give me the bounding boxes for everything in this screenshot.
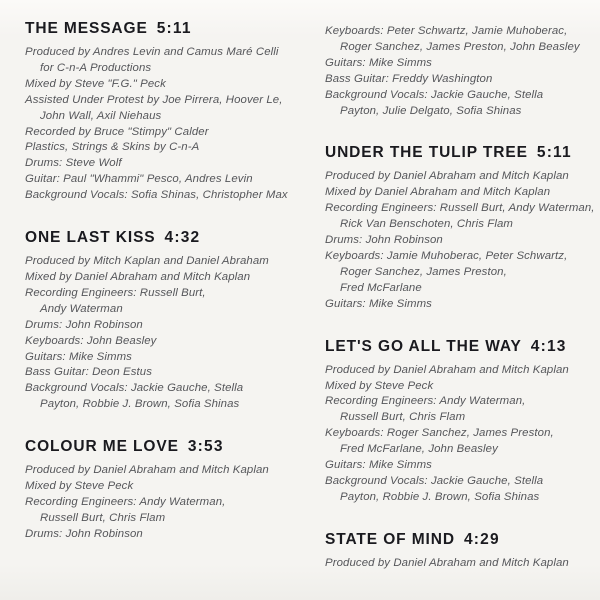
track-name: STATE OF MIND bbox=[325, 530, 455, 548]
credit-line: Guitar: Paul "Whammi" Pesco, Andres Levin bbox=[25, 173, 253, 186]
credit-line: Guitars: Mike Simms bbox=[25, 350, 132, 363]
credit-line: Keyboards: Roger Sanchez, James Preston, bbox=[325, 427, 554, 440]
track-name: LET'S GO ALL THE WAY bbox=[325, 337, 522, 355]
credit-line: Russell Burt, Chris Flam bbox=[40, 511, 166, 524]
credit-lines bbox=[325, 24, 582, 119]
credit-line: Fred McFarlane bbox=[340, 281, 422, 294]
credit-line: Drums: John Robinson bbox=[25, 318, 143, 331]
credit-line: Recording Engineers: Russell Burt, bbox=[25, 286, 206, 299]
credit-line: Rick Van Benschoten, Chris Flam bbox=[340, 218, 513, 231]
credit-lines bbox=[25, 45, 301, 204]
credit-lines bbox=[25, 254, 301, 413]
credit-line: Background Vocals: Jackie Gauche, Stella bbox=[325, 88, 544, 101]
credit-line: Payton, Robbie J. Brown, Sofia Shinas bbox=[340, 490, 540, 503]
credits-column-right bbox=[325, 16, 595, 600]
credit-lines bbox=[325, 363, 582, 506]
credit-line: Mixed by Daniel Abraham and Mitch Kaplan bbox=[25, 270, 251, 283]
credit-line: Background Vocals: Sofia Shinas, Christopher Max bbox=[25, 189, 288, 202]
track-name: UNDER THE TULIP TREE bbox=[325, 144, 528, 162]
credit-lines bbox=[325, 556, 582, 572]
credit-line: Russell Burt, Chris Flam bbox=[340, 411, 466, 424]
track-title bbox=[25, 438, 301, 456]
track-name: COLOUR ME LOVE bbox=[25, 438, 179, 456]
credit-line: Plastics, Strings & Skins by C-n-A bbox=[25, 141, 200, 154]
track-duration: 3:53 bbox=[187, 438, 224, 456]
credit-line: Drums: John Robinson bbox=[325, 234, 443, 247]
credit-line: Roger Sanchez, James Preston, bbox=[340, 265, 507, 278]
credit-line: Bass Guitar: Freddy Washington bbox=[325, 72, 493, 85]
track-title bbox=[25, 229, 301, 247]
credits-column-left bbox=[25, 16, 301, 600]
track-name: ONE LAST KISS bbox=[25, 229, 156, 247]
credit-line: Payton, Robbie J. Brown, Sofia Shinas bbox=[40, 398, 240, 411]
credit-line: Background Vocals: Jackie Gauche, Stella bbox=[25, 382, 244, 395]
credit-line: Mixed by Steve "F.G." Peck bbox=[25, 77, 166, 90]
credit-line: Guitars: Mike Simms bbox=[325, 297, 432, 310]
credit-line: Keyboards: Peter Schwartz, Jamie Muhoberac, bbox=[325, 25, 568, 37]
credit-line: Produced by Daniel Abraham and Mitch Kaplan bbox=[325, 170, 569, 183]
credit-line: Fred McFarlane, John Beasley bbox=[340, 443, 498, 456]
credit-line: for C-n-A Productions bbox=[40, 61, 152, 74]
credit-line: Recorded by Bruce "Stimpy" Calder bbox=[25, 125, 209, 138]
track-duration: 5:11 bbox=[536, 144, 572, 162]
credit-line: Produced by Daniel Abraham and Mitch Kaplan bbox=[325, 556, 569, 569]
credit-line: Produced by Daniel Abraham and Mitch Kaplan bbox=[325, 363, 569, 376]
credit-line: Assisted Under Protest by Joe Pirrera, Hoover Le, bbox=[25, 93, 283, 106]
credit-line: Guitars: Mike Simms bbox=[325, 459, 432, 472]
credit-line: Background Vocals: Jackie Gauche, Stella bbox=[325, 474, 544, 487]
credit-line: Recording Engineers: Andy Waterman, bbox=[325, 395, 526, 408]
track-duration: 5:11 bbox=[156, 20, 192, 37]
credit-line: Drums: John Robinson bbox=[25, 527, 143, 540]
credit-line: Produced by Mitch Kaplan and Daniel Abraham bbox=[25, 255, 269, 268]
track-duration: 4:32 bbox=[164, 229, 201, 247]
credit-line: Keyboards: John Beasley bbox=[25, 334, 157, 347]
credit-lines bbox=[25, 463, 301, 543]
track-duration: 4:29 bbox=[463, 530, 500, 548]
credit-line: Mixed by Steve Peck bbox=[325, 379, 434, 392]
credit-line: Drums: Steve Wolf bbox=[25, 157, 122, 170]
track-duration: 4:13 bbox=[530, 337, 567, 355]
track-title bbox=[325, 531, 582, 549]
track-title bbox=[325, 338, 582, 356]
credit-line: Bass Guitar: Deon Estus bbox=[25, 366, 153, 379]
track-name: THE MESSAGE bbox=[25, 20, 148, 37]
credit-line: Roger Sanchez, James Preston, John Beasley bbox=[340, 40, 580, 53]
credit-line: Andy Waterman bbox=[40, 302, 123, 315]
credit-line: Recording Engineers: Andy Waterman, bbox=[25, 495, 226, 508]
credit-lines bbox=[325, 169, 595, 312]
credit-line: Guitars: Mike Simms bbox=[325, 56, 432, 69]
credit-line: Produced by Daniel Abraham and Mitch Kaplan bbox=[25, 464, 269, 477]
credit-line: John Wall, Axil Niehaus bbox=[40, 109, 162, 122]
credit-line: Recording Engineers: Russell Burt, Andy Waterman, bbox=[325, 202, 595, 215]
credit-line: Mixed by Steve Peck bbox=[25, 480, 134, 493]
track-title bbox=[25, 20, 301, 38]
credit-line: Mixed by Daniel Abraham and Mitch Kaplan bbox=[325, 186, 551, 199]
credit-line: Keyboards: Jamie Muhoberac, Peter Schwartz, bbox=[325, 249, 568, 262]
credit-line: Payton, Julie Delgato, Sofia Shinas bbox=[340, 104, 522, 117]
credit-line: Produced by Andres Levin and Camus Maré Celli bbox=[25, 46, 279, 58]
track-title bbox=[325, 144, 582, 162]
